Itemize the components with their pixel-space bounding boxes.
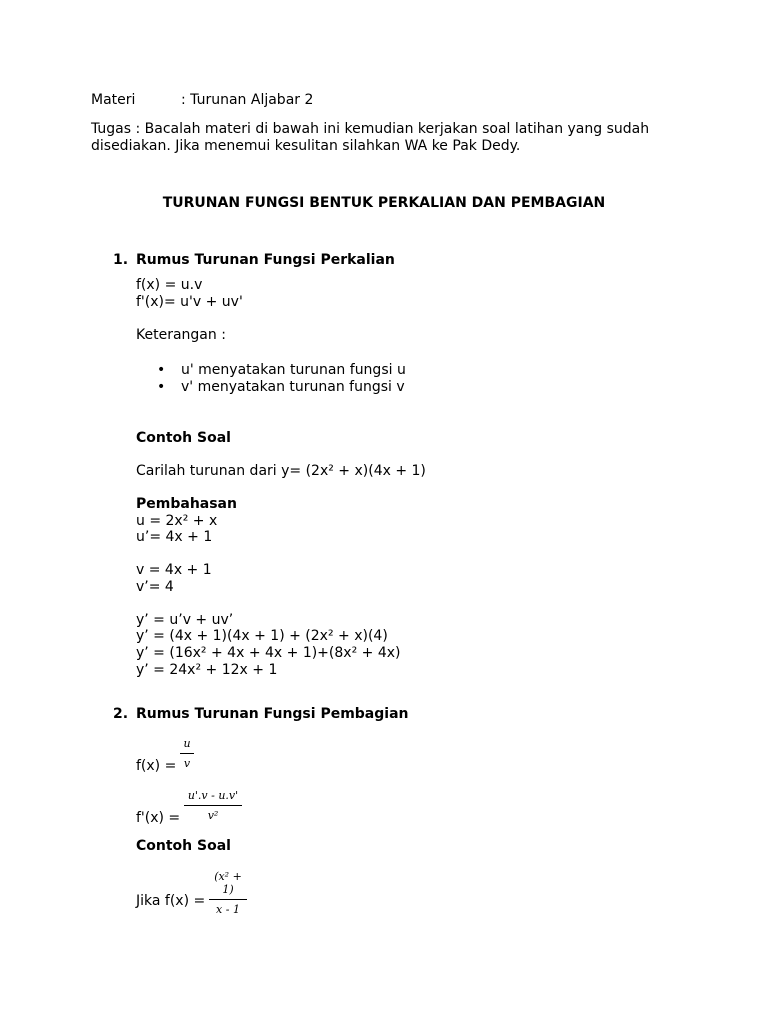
pembahasan-line: u = 2x² + x xyxy=(136,513,218,529)
fraction-bar xyxy=(184,805,242,806)
contoh-soal-text-1: Carilah turunan dari y= (2x² + x)(4x + 1) xyxy=(136,463,426,479)
fpx-label: f'(x) = xyxy=(136,810,181,826)
fraction-bar xyxy=(180,753,194,754)
fraction-bar xyxy=(209,899,247,900)
fx-label: f(x) = xyxy=(136,758,177,774)
pembahasan-line: v’= 4 xyxy=(136,579,174,595)
keterangan-label: Keterangan : xyxy=(136,327,226,343)
pembahasan-line: y’ = (4x + 1)(4x + 1) + (2x² + x)(4) xyxy=(136,628,388,644)
fraction-numerator: u'.v - u.v' xyxy=(187,789,239,802)
materi-value: : Turunan Aljabar 2 xyxy=(181,92,314,108)
pembahasan-line: v = 4x + 1 xyxy=(136,562,212,578)
fraction-u-over-v xyxy=(180,737,194,770)
section2-heading: Rumus Turunan Fungsi Pembagian xyxy=(136,706,409,722)
fraction-denominator: v² xyxy=(207,809,219,822)
fraction-example xyxy=(209,870,247,916)
tugas-line-1: Tugas : Bacalah materi di bawah ini kemudian kerjakan soal latihan yang sudah xyxy=(91,121,650,137)
contoh-soal-heading-1: Contoh Soal xyxy=(136,430,231,446)
fraction-denominator: v xyxy=(183,757,191,770)
document-title: TURUNAN FUNGSI BENTUK PERKALIAN DAN PEMBAGIAN xyxy=(162,195,606,211)
formula-product-derivative: f'(x)= u'v + uv' xyxy=(136,294,243,310)
pembahasan-line: u’= 4x + 1 xyxy=(136,529,213,545)
section1-number: 1. xyxy=(113,252,129,268)
jika-label: Jika f(x) = xyxy=(136,893,206,909)
bullet-item-2: v' menyatakan turunan fungsi v xyxy=(181,379,405,395)
formula-product: f(x) = u.v xyxy=(136,277,203,293)
contoh-soal-heading-2: Contoh Soal xyxy=(136,838,231,854)
fraction-quotient-rule xyxy=(184,789,242,822)
pembahasan-line: y’ = 24x² + 12x + 1 xyxy=(136,662,278,678)
pembahasan-line: y’ = (16x² + 4x + 4x + 1)+(8x² + 4x) xyxy=(136,645,401,661)
section2-number: 2. xyxy=(113,706,129,722)
bullet-item-1: u' menyatakan turunan fungsi u xyxy=(181,362,406,378)
fraction-denominator: x - 1 xyxy=(216,903,240,916)
fraction-numerator: u xyxy=(183,737,191,750)
pembahasan-line: y’ = u’v + uv’ xyxy=(136,612,234,628)
materi-label: Materi xyxy=(91,92,136,108)
pembahasan-heading: Pembahasan xyxy=(136,496,237,512)
fraction-numerator: (x² + 1) xyxy=(214,870,242,896)
section1-heading: Rumus Turunan Fungsi Perkalian xyxy=(136,252,395,268)
bullet-icon: • xyxy=(157,379,166,395)
tugas-line-2: disediakan. Jika menemui kesulitan silahkan WA ke Pak Dedy. xyxy=(91,138,521,154)
bullet-icon: • xyxy=(157,362,166,378)
